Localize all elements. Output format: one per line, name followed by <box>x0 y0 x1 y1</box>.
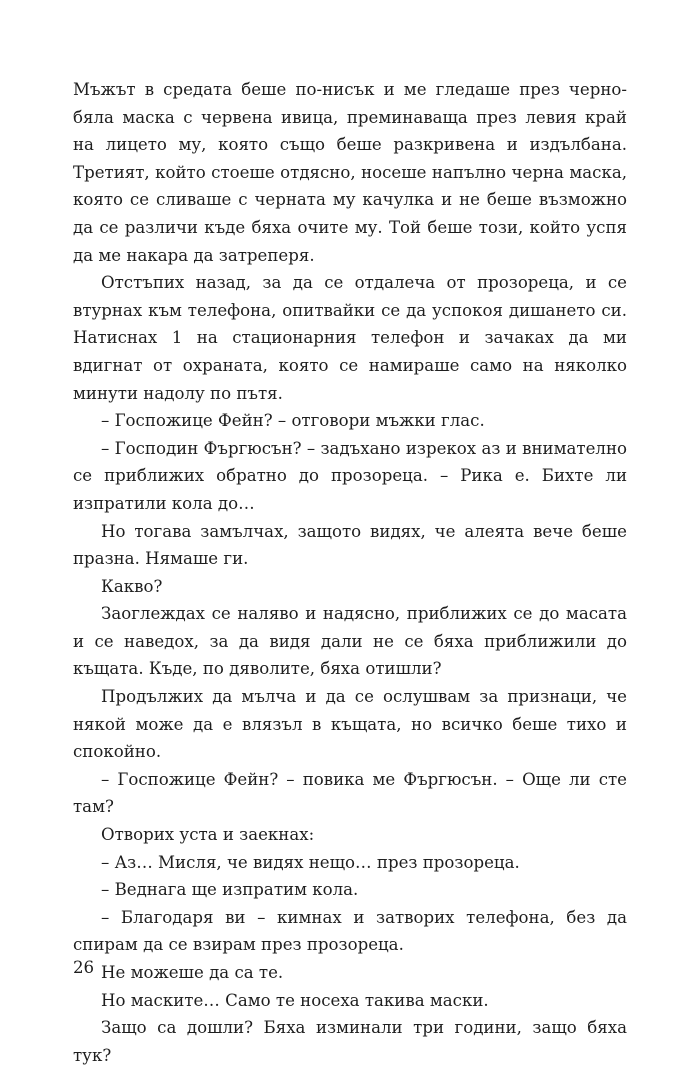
paragraph: – Госпожице Фейн? – отговори мъжки глас. <box>101 411 485 431</box>
paragraph: Продължих да мълча и да се ослушвам за признаци, че някой може да е влязъл в къщата, но всичко беше тихо и спокойно. <box>73 687 627 762</box>
paragraph: Мъжът в средата беше по-нисък и ме гледаше през черно-бяла маска с червена ивица, преминаваща през левия край на лицето му, която също беше разкривена и издълбана. Третият, който стоеше отдясно, носеше напълно черна маска, която се сливаше с черната му качулка и не беше възможно да се различи къде бяха очите му. Той беше този, който успя да ме накара да затреперя. <box>73 80 627 265</box>
paragraph: – Аз… Мисля, че видях нещо… през прозореца. <box>101 852 520 872</box>
paragraph: Но маските… Само те носеха такива маски. <box>101 990 489 1010</box>
paragraph: – Госпожице Фейн? – повика ме Фъргюсън. – Още ли сте там? <box>73 769 627 817</box>
paragraph: Защо са дошли? Бяха изминали три години, защо бяха тук? <box>73 1018 627 1065</box>
paragraph: Не можеше да са те. <box>101 963 284 982</box>
page-number: 26 <box>73 958 95 977</box>
paragraph: – Господин Фъргюсън? – задъхано изрекох аз и внимателно се приближих обратно до прозореца. – Рика е. Бихте ли изпратили кола до… <box>73 438 627 513</box>
paragraph: – Веднага ще изпратим кола. <box>101 880 359 900</box>
body-text <box>73 76 627 1069</box>
paragraph: – Благодаря ви – кимнах и затворих телефона, без да спирам да се взирам през прозореца. <box>73 907 627 955</box>
paragraph: Отстъпих назад, за да се отдалеча от прозореца, и се втурнах към телефона, опитвайки се да успокоя дишането си. Натиснах 1 на стационарния телефон и зачаках да ми вдигнат от охраната, която се намираше само на няколко минути надолу по пътя. <box>73 273 627 403</box>
paragraph: Заоглеждах се наляво и надясно, приближих се до масата и се наведох, за да видя дали не се бяха приближили до къщата. Къде, по дяволите, бяха отишли? <box>73 604 627 679</box>
paragraph: Но тогава замълчах, защото видях, че алеята вече беше празна. Нямаше ги. <box>73 521 627 569</box>
paragraph: Какво? <box>101 576 163 596</box>
paragraph: Отворих уста и заекнах: <box>101 825 315 845</box>
